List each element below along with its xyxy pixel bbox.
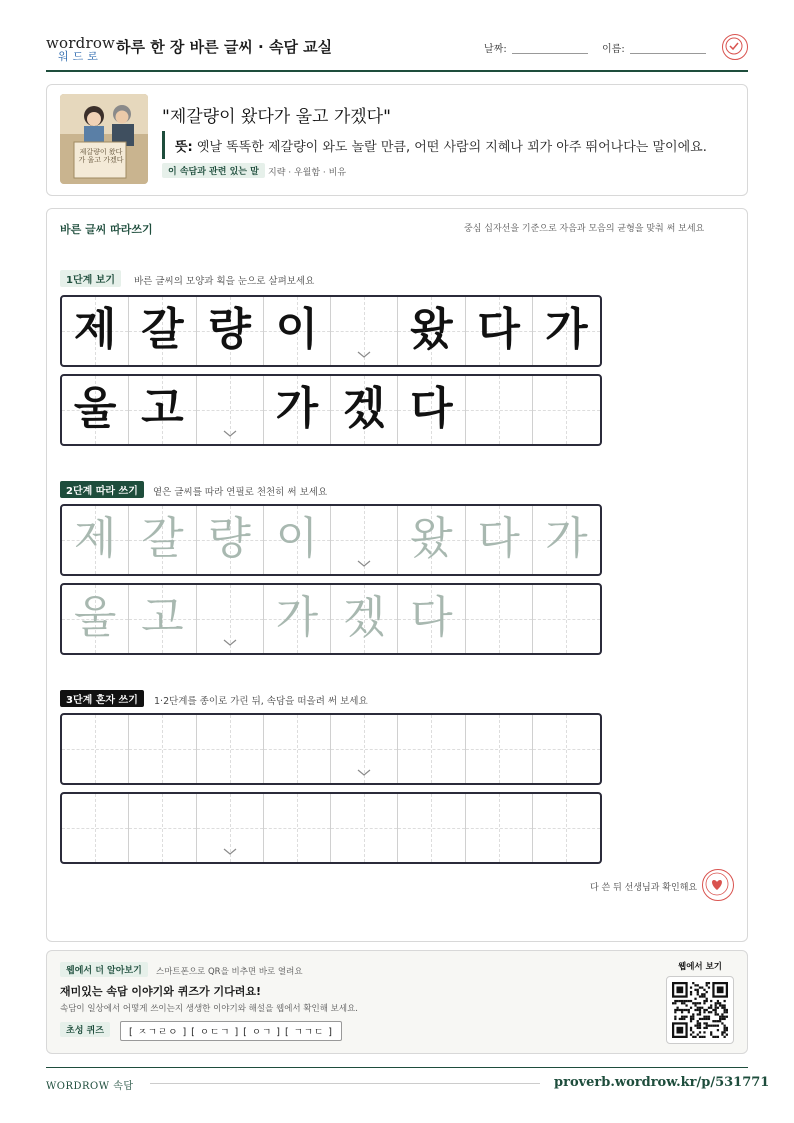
- grid-cell: [466, 297, 533, 365]
- grid-cell[interactable]: [533, 715, 600, 783]
- grid-cell: [264, 376, 331, 444]
- grid-cell: [129, 297, 196, 365]
- space-chevron-icon: [357, 351, 371, 359]
- grid-char: 울: [73, 383, 117, 434]
- step2-row2[interactable]: [60, 583, 602, 655]
- grid-cell[interactable]: [264, 794, 331, 862]
- grid-cell[interactable]: [197, 585, 264, 653]
- footer-url[interactable]: proverb.wordrow.kr/p/531771: [554, 1075, 770, 1090]
- practice-title: 바른 글씨 따라쓰기: [60, 223, 153, 236]
- grid-char: 다: [477, 513, 520, 564]
- name-field[interactable]: [630, 43, 706, 54]
- heart-stamp-icon: [702, 869, 734, 901]
- grid-cell: [331, 297, 398, 365]
- grid-cell[interactable]: [197, 506, 264, 574]
- meaning-text: 옛날 똑똑한 제갈량이 와도 놀랄 만큼, 어떤 사람의 지혜나 꾀가 아주 뛰어나다는 말이에요.: [196, 140, 707, 155]
- grid-char: 량: [208, 304, 251, 355]
- grid-char: 다: [410, 383, 453, 434]
- grid-cell[interactable]: [62, 715, 129, 783]
- grid-cell: [398, 297, 465, 365]
- step2-label: 2단계 따라 쓰기: [60, 481, 144, 498]
- qr-label: 웹에서 보기: [678, 962, 723, 972]
- grid-cell[interactable]: [533, 794, 600, 862]
- grid-cell[interactable]: [533, 506, 600, 574]
- grid-char: 갈: [141, 304, 184, 355]
- grid-cell[interactable]: [129, 585, 196, 653]
- grid-char: 가: [545, 513, 588, 564]
- grid-char: 갈: [141, 513, 184, 564]
- logo-text: wordrow: [46, 34, 116, 52]
- grid-cell[interactable]: [129, 506, 196, 574]
- grid-cell[interactable]: [264, 585, 331, 653]
- related-words: 지략 · 우월함 · 비유: [268, 168, 347, 178]
- space-chevron-icon: [223, 639, 237, 647]
- grid-char: 가: [275, 383, 319, 434]
- grid-cell[interactable]: [466, 585, 533, 653]
- grid-cell[interactable]: [533, 585, 600, 653]
- footer-brand: WORDROW 속담: [46, 1081, 134, 1092]
- meaning-accent-bar: [162, 131, 165, 159]
- proverb-meaning: [175, 136, 707, 155]
- proverb-illustration: [60, 94, 148, 184]
- grid-cell[interactable]: [466, 794, 533, 862]
- space-chevron-icon: [357, 769, 371, 777]
- grid-cell: [62, 297, 129, 365]
- check-stamp-icon: [722, 34, 748, 60]
- grid-char: 울: [73, 592, 117, 643]
- step3-row2[interactable]: [60, 792, 602, 864]
- grid-cell: [331, 376, 398, 444]
- grid-cell[interactable]: [466, 506, 533, 574]
- step1-row2: [60, 374, 602, 446]
- step1-desc: 바른 글씨의 모양과 획을 눈으로 살펴보세요: [134, 276, 315, 287]
- web-more-tag: 웹에서 더 알아보기: [60, 962, 148, 977]
- grid-cell[interactable]: [129, 794, 196, 862]
- grid-char: 가: [275, 592, 319, 643]
- grid-char: 겠: [342, 592, 386, 643]
- grid-cell: [533, 376, 600, 444]
- grid-char: 가: [545, 304, 588, 355]
- related-words-tag: 이 속담과 관련 있는 말: [162, 163, 265, 178]
- grid-cell: [129, 376, 196, 444]
- grid-cell[interactable]: [197, 715, 264, 783]
- grid-cell[interactable]: [62, 794, 129, 862]
- space-chevron-icon: [357, 560, 371, 568]
- grid-char: 다: [410, 592, 453, 643]
- initial-quiz: [ ㅈㄱㄹㅇ ] [ ㅇㄷㄱ ] [ ㅇㄱ ] [ ㄱㄱㄷ ]: [120, 1021, 342, 1041]
- grid-cell[interactable]: [331, 715, 398, 783]
- grid-char: 고: [141, 383, 184, 434]
- quiz-label: 초성 퀴즈: [60, 1022, 110, 1037]
- grid-cell[interactable]: [331, 506, 398, 574]
- grid-char: 왔: [410, 304, 453, 355]
- wordrow-logo: [46, 34, 116, 63]
- grid-cell[interactable]: [398, 585, 465, 653]
- grid-cell: [264, 297, 331, 365]
- grid-cell[interactable]: [466, 715, 533, 783]
- footer-rule: [150, 1083, 540, 1084]
- grid-cell[interactable]: [398, 794, 465, 862]
- step2-desc: 옅은 글씨를 따라 연필로 천천히 써 보세요: [153, 487, 328, 498]
- date-field[interactable]: [512, 43, 588, 54]
- grid-char: 제: [73, 304, 117, 355]
- meaning-label: 뜻:: [175, 140, 193, 155]
- grid-cell: [197, 297, 264, 365]
- space-chevron-icon: [223, 430, 237, 438]
- step1-label: 1단계 보기: [60, 270, 121, 287]
- grid-char: 량: [208, 513, 251, 564]
- step1-row1: [60, 295, 602, 367]
- page-title: 하루 한 장 바른 글씨 · 속담 교실: [116, 38, 333, 56]
- grid-cell[interactable]: [62, 585, 129, 653]
- name-label: 이름:: [602, 44, 625, 55]
- grid-cell: [466, 376, 533, 444]
- fun-desc: 속담이 일상에서 어떻게 쓰이는지 생생한 이야기와 해설을 웹에서 확인해 보세요.: [60, 1004, 358, 1014]
- grid-cell: [533, 297, 600, 365]
- grid-char: 제: [73, 513, 117, 564]
- header-divider: [46, 70, 748, 72]
- proverb-quote: "제갈량이 왔다가 울고 가겠다": [162, 107, 391, 127]
- step3-desc: 1·2단계를 종이로 가린 뒤, 속담을 떠올려 써 보세요: [154, 696, 368, 707]
- grid-cell[interactable]: [264, 715, 331, 783]
- qr-code[interactable]: [666, 976, 734, 1044]
- logo-sub: 워드로: [58, 50, 102, 63]
- step3-label: 3단계 혼자 쓰기: [60, 690, 144, 707]
- grid-char: 왔: [410, 513, 453, 564]
- space-chevron-icon: [223, 848, 237, 856]
- thumb-caption: 제갈량이 왔다가 울고 가겠다: [78, 148, 124, 164]
- grid-cell: [197, 376, 264, 444]
- footer-divider: [46, 1067, 748, 1068]
- grid-char: 이: [275, 513, 319, 564]
- grid-char: 이: [275, 304, 319, 355]
- grid-cell[interactable]: [331, 794, 398, 862]
- grid-cell[interactable]: [398, 506, 465, 574]
- grid-cell[interactable]: [264, 506, 331, 574]
- practice-hint: 중심 십자선을 기준으로 자음과 모음의 균형을 맞춰 써 보세요: [464, 224, 705, 234]
- grid-char: 겠: [342, 383, 386, 434]
- grid-char: 다: [477, 304, 520, 355]
- date-label: 날짜:: [484, 44, 507, 55]
- grid-cell[interactable]: [197, 794, 264, 862]
- check-note: 다 쓴 뒤 선생님과 확인해요: [590, 883, 698, 893]
- grid-cell: [62, 376, 129, 444]
- qr-code-icon: [672, 982, 728, 1038]
- grid-char: 고: [141, 592, 184, 643]
- web-more-desc: 스마트폰으로 QR을 비추면 바로 열려요: [156, 967, 303, 977]
- grid-cell[interactable]: [331, 585, 398, 653]
- grid-cell[interactable]: [398, 715, 465, 783]
- grid-cell: [398, 376, 465, 444]
- grid-cell[interactable]: [129, 715, 196, 783]
- step2-row1[interactable]: [60, 504, 602, 576]
- fun-title: 재미있는 속담 이야기와 퀴즈가 기다려요!: [60, 985, 261, 998]
- grid-cell[interactable]: [62, 506, 129, 574]
- step3-row1[interactable]: [60, 713, 602, 785]
